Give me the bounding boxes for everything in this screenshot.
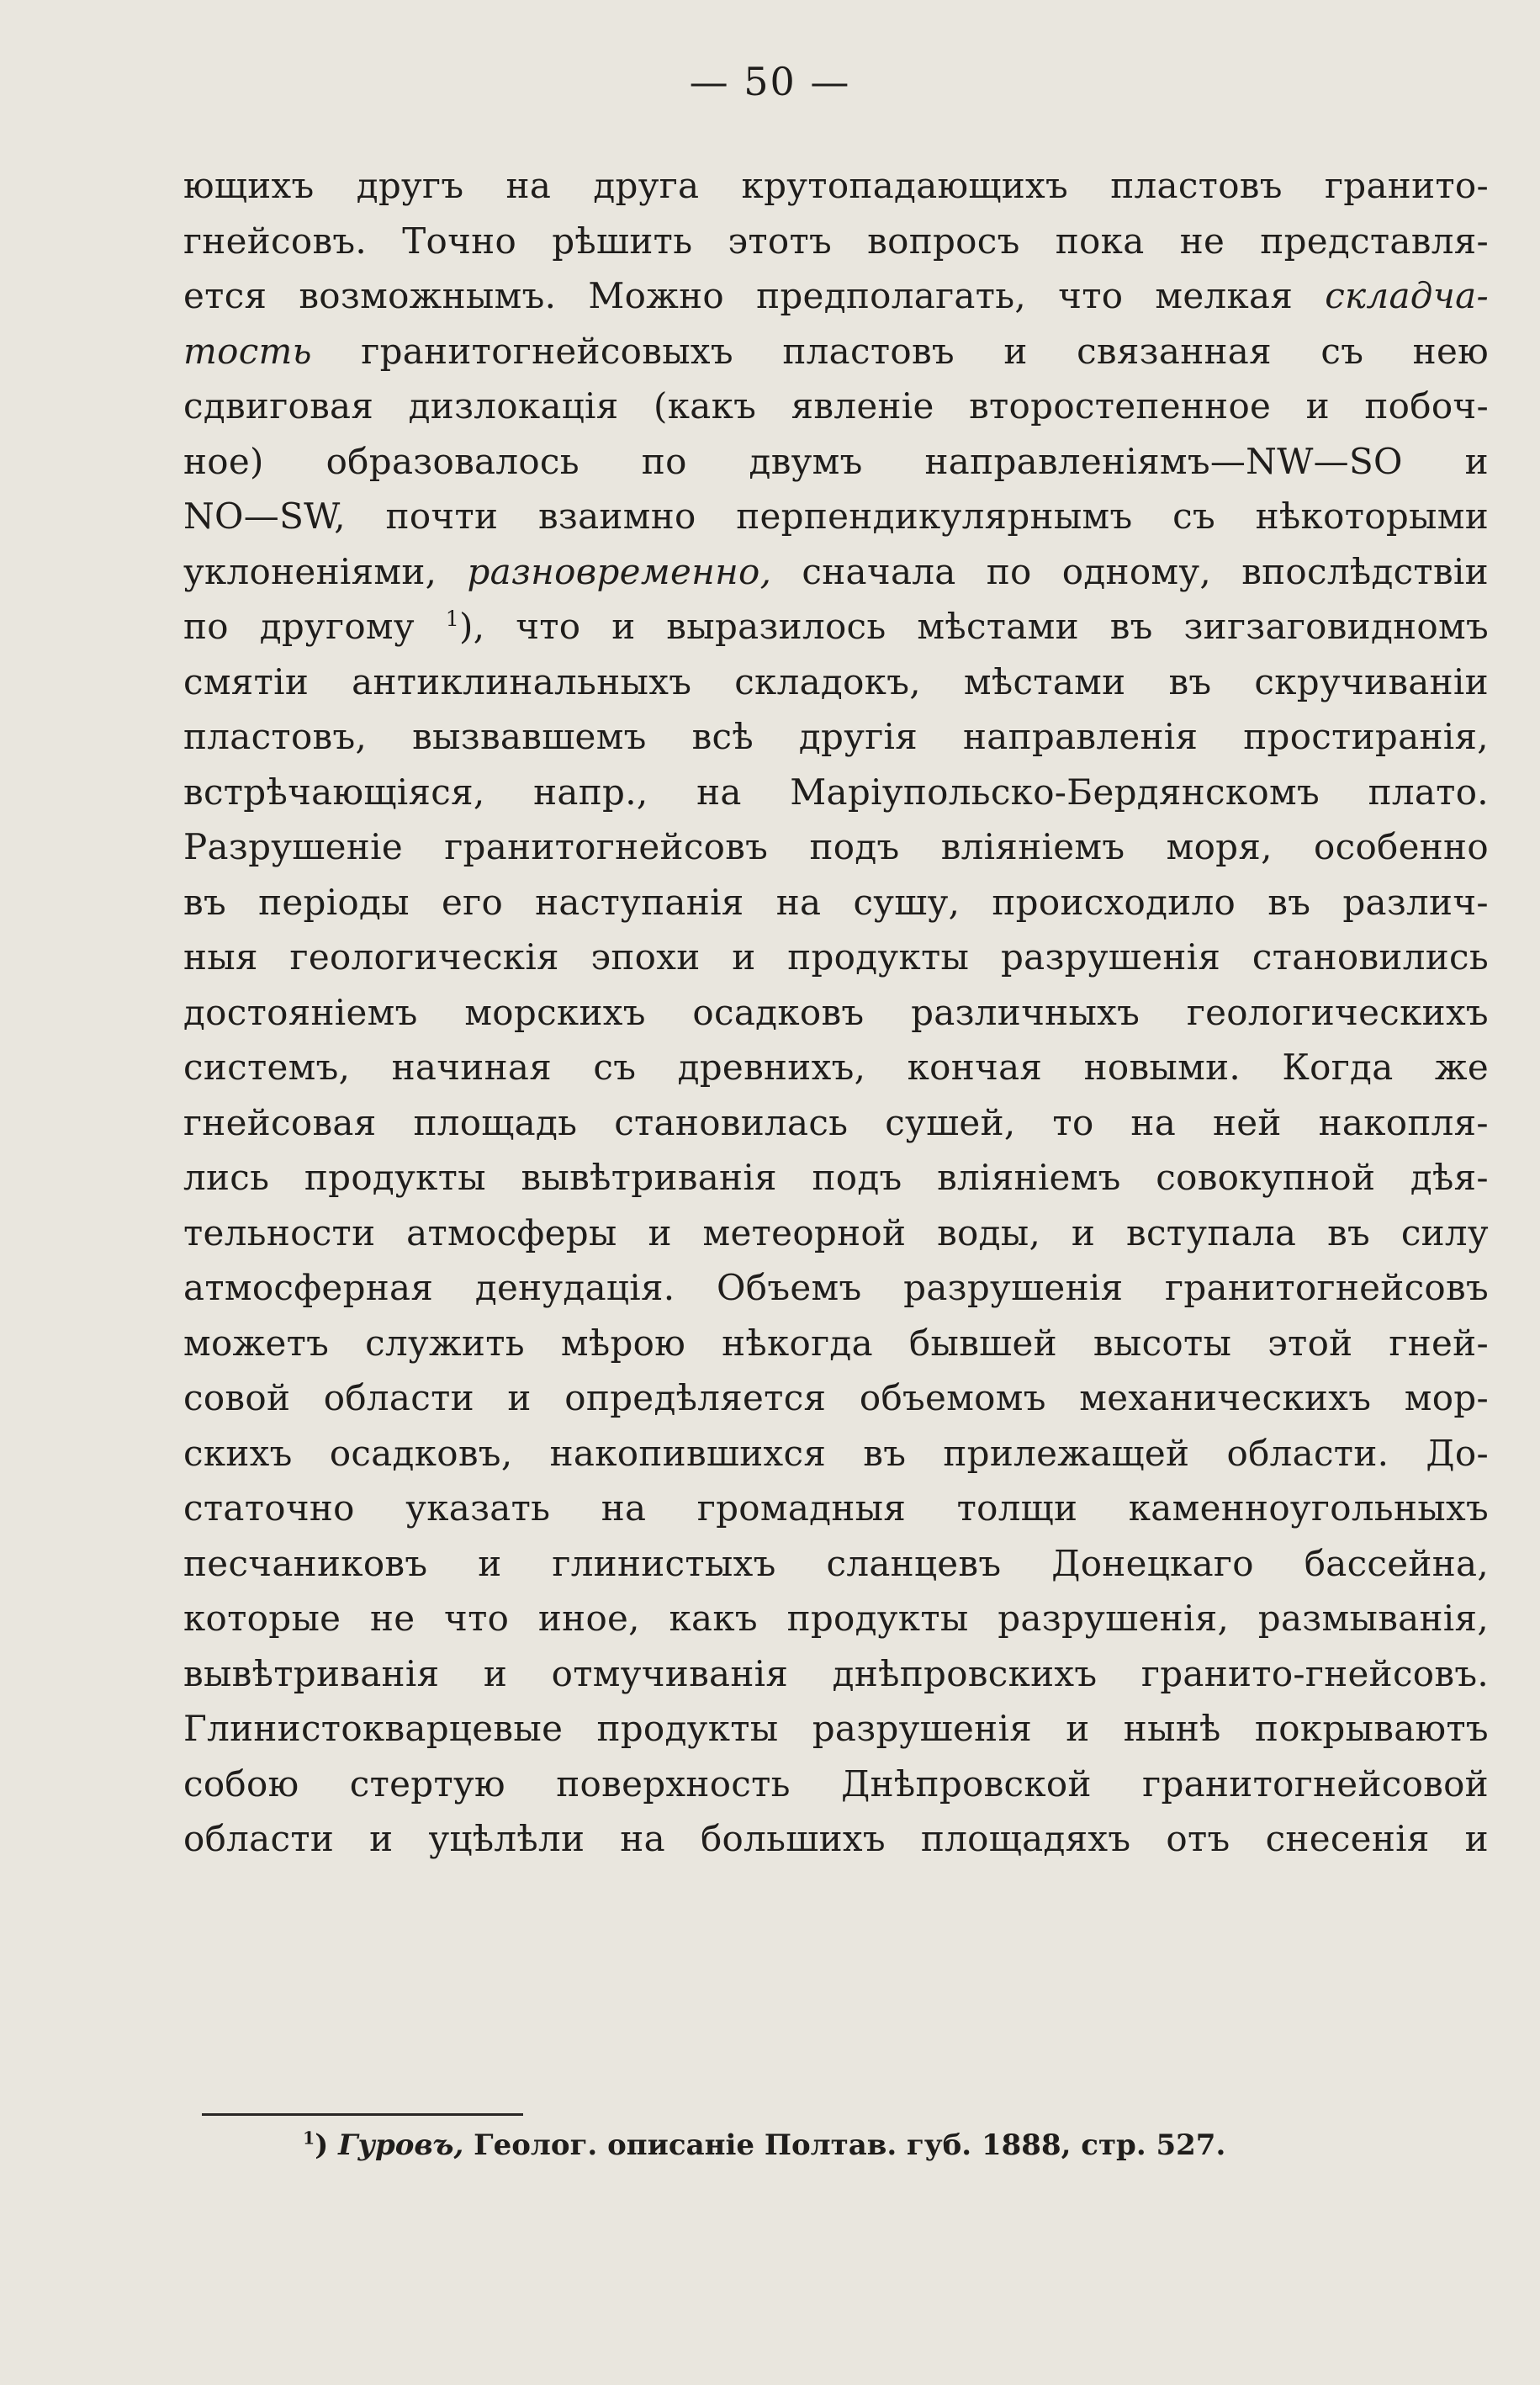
word: что — [444, 1598, 510, 1639]
word: осадковъ — [692, 991, 865, 1033]
word: днѣпровскихъ — [832, 1652, 1098, 1694]
word: одному, — [1061, 550, 1212, 592]
word: пластовъ — [1110, 165, 1283, 206]
text-line — [183, 1260, 1489, 1316]
word: нею — [1412, 330, 1489, 372]
word: на — [775, 881, 822, 923]
word: ющихъ — [183, 165, 315, 206]
word: гнейсовая — [183, 1101, 377, 1143]
word: подъ — [812, 1157, 902, 1198]
word: прилежащей — [943, 1432, 1190, 1474]
word: возможнымъ. — [299, 275, 557, 316]
word: размыванія, — [1257, 1598, 1489, 1639]
word: гней- — [1389, 1322, 1489, 1364]
word: силу — [1400, 1211, 1489, 1253]
word: толщи — [956, 1487, 1078, 1529]
word: мѣрою — [560, 1322, 686, 1364]
word: бассейна, — [1304, 1542, 1489, 1584]
word: дизлокація — [408, 385, 619, 427]
text-line — [183, 985, 1489, 1041]
word: гранито- — [1324, 165, 1489, 206]
word: области. — [1226, 1432, 1389, 1474]
word: вывѣтриванія — [183, 1652, 440, 1694]
word: Днѣпровской — [841, 1762, 1092, 1805]
word: стертую — [349, 1762, 505, 1805]
word: нѣкогда — [722, 1322, 873, 1364]
word: накопившихся — [549, 1432, 827, 1474]
word: на — [696, 771, 742, 813]
word: и — [611, 606, 636, 647]
word: становилась — [614, 1101, 849, 1143]
word: совой — [183, 1377, 291, 1418]
word: механическихъ — [1079, 1377, 1372, 1418]
word: иное, — [537, 1598, 640, 1639]
word: области — [323, 1377, 474, 1418]
word: въ — [1267, 881, 1311, 923]
word: До- — [1426, 1432, 1489, 1474]
word: гранито-гнейсовъ. — [1140, 1652, 1489, 1694]
word: бывшей — [908, 1322, 1057, 1364]
text-line — [183, 599, 1489, 655]
word: взаимно — [537, 496, 696, 537]
text-line — [183, 709, 1489, 765]
word: и — [1066, 1708, 1090, 1749]
word: и — [1071, 1211, 1096, 1253]
word: начиная — [391, 1047, 553, 1088]
word: пока — [1055, 220, 1145, 262]
footnote-text: Геолог. описаніе Полтав. губ. 1888, стр. 527. — [474, 2128, 1226, 2162]
word: ное) — [183, 440, 264, 482]
text-line — [183, 544, 1489, 600]
word: впослѣдствіи — [1241, 550, 1489, 592]
page-number: — 50 — — [689, 59, 851, 104]
word: лись — [183, 1157, 270, 1198]
word: продукты — [786, 1598, 969, 1639]
word: морскихъ — [464, 991, 646, 1033]
footnote-divider — [202, 2113, 523, 2116]
word: этотъ — [728, 220, 833, 262]
word: складокъ, — [734, 660, 921, 702]
word: что — [1058, 275, 1124, 316]
text-line — [183, 1481, 1489, 1536]
word: складча- — [1325, 275, 1489, 316]
word: продукты — [304, 1157, 486, 1198]
word: новыми. — [1083, 1047, 1241, 1088]
word: другія — [798, 716, 918, 757]
word: и — [369, 1818, 394, 1859]
word: пластовъ — [782, 330, 955, 372]
word: въ — [863, 1432, 907, 1474]
word: которые — [183, 1598, 341, 1639]
word: разрушенія — [1000, 936, 1221, 978]
word: на — [601, 1487, 647, 1529]
word: Можно — [588, 275, 725, 316]
word: геологическія — [289, 936, 559, 978]
word: метеорной — [702, 1211, 907, 1253]
word: высоты — [1093, 1322, 1232, 1364]
word: служить — [365, 1322, 525, 1364]
word: встрѣчающіяся, — [183, 771, 485, 813]
word: ней — [1212, 1101, 1282, 1143]
word: простиранія, — [1243, 716, 1489, 757]
text-line — [183, 1646, 1489, 1702]
word: сначала — [802, 550, 956, 592]
text-line — [183, 1206, 1489, 1261]
word: разновременно, — [467, 550, 772, 592]
word: разрушенія — [812, 1708, 1032, 1749]
word: тельности — [183, 1211, 376, 1253]
word: выразилось — [666, 606, 886, 647]
text-line — [183, 324, 1489, 379]
word: какъ — [669, 1598, 758, 1639]
word: въ — [1109, 606, 1153, 647]
word: друга — [593, 165, 700, 206]
word: сушей, — [885, 1101, 1016, 1143]
text-line — [183, 1426, 1489, 1481]
word: мелкая — [1155, 275, 1294, 316]
text-line — [183, 1370, 1489, 1426]
word: вліяніемъ — [937, 1157, 1121, 1198]
word: воды, — [937, 1211, 1041, 1253]
word: гнейсовъ. — [183, 220, 368, 262]
text-line — [183, 1536, 1489, 1592]
word: разрушенія, — [998, 1598, 1230, 1639]
text-line — [183, 819, 1489, 875]
text-line — [183, 1701, 1489, 1757]
word: продукты — [787, 936, 970, 978]
word: крутопадающихъ — [741, 165, 1069, 206]
word: отмучиванія — [551, 1652, 789, 1694]
footnote-author: Гуровъ, — [338, 2128, 464, 2162]
text-line — [183, 1095, 1489, 1151]
word: области — [183, 1818, 335, 1859]
word: на — [505, 165, 552, 206]
word: Разрушеніе — [183, 826, 403, 867]
word: уклоненіями, — [183, 550, 437, 592]
word: предполагать, — [756, 275, 1027, 316]
word: объемомъ — [859, 1377, 1046, 1418]
word: площадь — [413, 1101, 578, 1143]
word: мѣстами — [963, 660, 1126, 702]
word: (какъ — [654, 385, 757, 427]
word: гранитогнейсовъ — [1165, 1267, 1489, 1308]
word: то — [1052, 1101, 1094, 1143]
word: собою — [183, 1762, 299, 1805]
word: можетъ — [183, 1322, 330, 1364]
word: Когда — [1282, 1047, 1394, 1088]
word: сланцевъ — [826, 1542, 1002, 1584]
word: гранитогнейсовыхъ — [361, 330, 733, 372]
word: направленіямъ—NW—SO — [924, 440, 1403, 482]
word: вліяніемъ — [940, 826, 1125, 867]
word: вступала — [1126, 1211, 1297, 1253]
word: перпендикулярнымъ — [736, 496, 1133, 537]
word: образовалось — [325, 440, 579, 482]
word: древнихъ, — [677, 1047, 866, 1088]
word: поверхность — [556, 1762, 791, 1805]
word: площадяхъ — [920, 1818, 1131, 1859]
word: большихъ — [700, 1818, 886, 1859]
word: песчаниковъ — [183, 1542, 428, 1584]
word: происходило — [992, 881, 1236, 923]
word: Глинистокварцевые — [183, 1708, 564, 1749]
word: не — [1179, 220, 1225, 262]
word: совокупной — [1156, 1157, 1376, 1198]
word: періоды — [258, 881, 410, 923]
word: почти — [385, 496, 499, 537]
word: связанная — [1077, 330, 1272, 372]
word: достояніемъ — [183, 991, 418, 1033]
word: атмосферная — [183, 1267, 434, 1308]
footnote-marker: 1 — [303, 2128, 315, 2149]
word: плато. — [1368, 771, 1489, 813]
word: и — [507, 1377, 532, 1418]
word: въ — [1168, 660, 1212, 702]
word: денудація. — [474, 1267, 675, 1308]
word: каменноугольныхъ — [1128, 1487, 1489, 1529]
word: снесенія — [1265, 1818, 1430, 1859]
word: и — [478, 1542, 502, 1584]
text-line — [183, 875, 1489, 930]
word: $^1$), — [445, 606, 485, 647]
word: ется — [183, 275, 267, 316]
word: тость — [183, 330, 312, 372]
word: системъ, — [183, 1047, 351, 1088]
word: ныя — [183, 936, 258, 978]
word: громадныя — [696, 1487, 907, 1529]
text-line — [183, 158, 1489, 214]
word: его — [442, 881, 504, 923]
word: скручиваніи — [1254, 660, 1489, 702]
text-line — [183, 1316, 1489, 1371]
word: эпохи — [590, 936, 701, 978]
word: нѣкоторыми — [1255, 496, 1489, 537]
word: Маріупольско-Бердянскомъ — [790, 771, 1320, 813]
word: на — [1130, 1101, 1177, 1143]
word: осадковъ, — [329, 1432, 513, 1474]
word: статочно — [183, 1487, 355, 1529]
text-line — [183, 655, 1489, 710]
word: особенно — [1314, 826, 1489, 867]
word: второстепенное — [969, 385, 1272, 427]
word: различныхъ — [911, 991, 1140, 1033]
word: дѣя- — [1410, 1157, 1489, 1198]
word: скихъ — [183, 1432, 293, 1474]
word: зигзаговидномъ — [1183, 606, 1489, 647]
word: этой — [1267, 1322, 1353, 1364]
word: по — [986, 550, 1032, 592]
word: мор- — [1404, 1377, 1489, 1418]
text-line — [183, 1591, 1489, 1646]
word: нынѣ — [1123, 1708, 1221, 1749]
word: геологическихъ — [1186, 991, 1489, 1033]
word: становились — [1252, 936, 1489, 978]
word: кончая — [907, 1047, 1043, 1088]
word: на — [620, 1818, 665, 1859]
text-line — [183, 930, 1489, 985]
word: въ — [183, 881, 226, 923]
word: двумъ — [749, 440, 863, 482]
word: сушу, — [853, 881, 961, 923]
word: смятіи — [183, 660, 310, 702]
word: же — [1434, 1047, 1489, 1088]
word: отъ — [1166, 1818, 1230, 1859]
word: съ — [1172, 496, 1216, 537]
word: другому — [259, 606, 415, 647]
word: представля- — [1260, 220, 1489, 262]
text-line — [183, 489, 1489, 544]
word: напр., — [533, 771, 648, 813]
word: и — [732, 936, 756, 978]
word: указать — [405, 1487, 551, 1529]
word: другъ — [356, 165, 464, 206]
word: и — [1003, 330, 1028, 372]
word: побоч- — [1364, 385, 1489, 427]
word: и — [648, 1211, 672, 1253]
word: вызвавшемъ — [412, 716, 647, 757]
word: что — [516, 606, 581, 647]
word: съ — [1320, 330, 1364, 372]
word: Точно — [402, 220, 517, 262]
text-line — [183, 1150, 1489, 1206]
text-line — [183, 1040, 1489, 1095]
word: различ- — [1342, 881, 1489, 923]
word: съ — [593, 1047, 637, 1088]
text-line — [183, 379, 1489, 434]
word: Объемъ — [717, 1267, 862, 1308]
word: NO—SW, — [183, 496, 346, 537]
word: наступанія — [535, 881, 744, 923]
word: глинистыхъ — [552, 1542, 776, 1584]
word: подъ — [809, 826, 900, 867]
text-line — [183, 434, 1489, 490]
text-line — [183, 765, 1489, 820]
word: опредѣляется — [564, 1377, 827, 1418]
word: рѣшить — [552, 220, 693, 262]
word: явленіе — [791, 385, 934, 427]
word: вопросъ — [867, 220, 1020, 262]
word: всѣ — [691, 716, 754, 757]
word: гранитогнейсовой — [1142, 1762, 1489, 1805]
body-text — [183, 158, 1489, 1867]
word: продукты — [596, 1708, 779, 1749]
word: накопля- — [1318, 1101, 1489, 1143]
word: и — [1305, 385, 1330, 427]
text-line — [183, 268, 1489, 324]
word: мѣстами — [917, 606, 1079, 647]
word: направленія — [962, 716, 1199, 757]
word: уцѣлѣли — [428, 1818, 585, 1859]
text-line — [183, 1757, 1489, 1812]
word: атмосферы — [406, 1211, 617, 1253]
text-line — [183, 1811, 1489, 1867]
word: покрываютъ — [1254, 1708, 1489, 1749]
word: гранитогнейсовъ — [444, 826, 769, 867]
word: и — [1464, 440, 1489, 482]
word: антиклинальныхъ — [352, 660, 692, 702]
word: сдвиговая — [183, 385, 374, 427]
word: по — [183, 606, 229, 647]
word: въ — [1327, 1211, 1371, 1253]
word: и — [483, 1652, 508, 1694]
word: не — [369, 1598, 415, 1639]
word: и — [1464, 1818, 1489, 1859]
word: вывѣтриванія — [521, 1157, 777, 1198]
word: разрушенія — [903, 1267, 1124, 1308]
footnote: $^1$) Гуровъ, Геолог. описаніе Полтав. губ. 1888, стр. 527. — [303, 2128, 1226, 2162]
word: Донецкаго — [1051, 1542, 1254, 1584]
word: по — [641, 440, 687, 482]
word: моря, — [1166, 826, 1273, 867]
word: пластовъ, — [183, 716, 368, 757]
text-line — [183, 214, 1489, 269]
